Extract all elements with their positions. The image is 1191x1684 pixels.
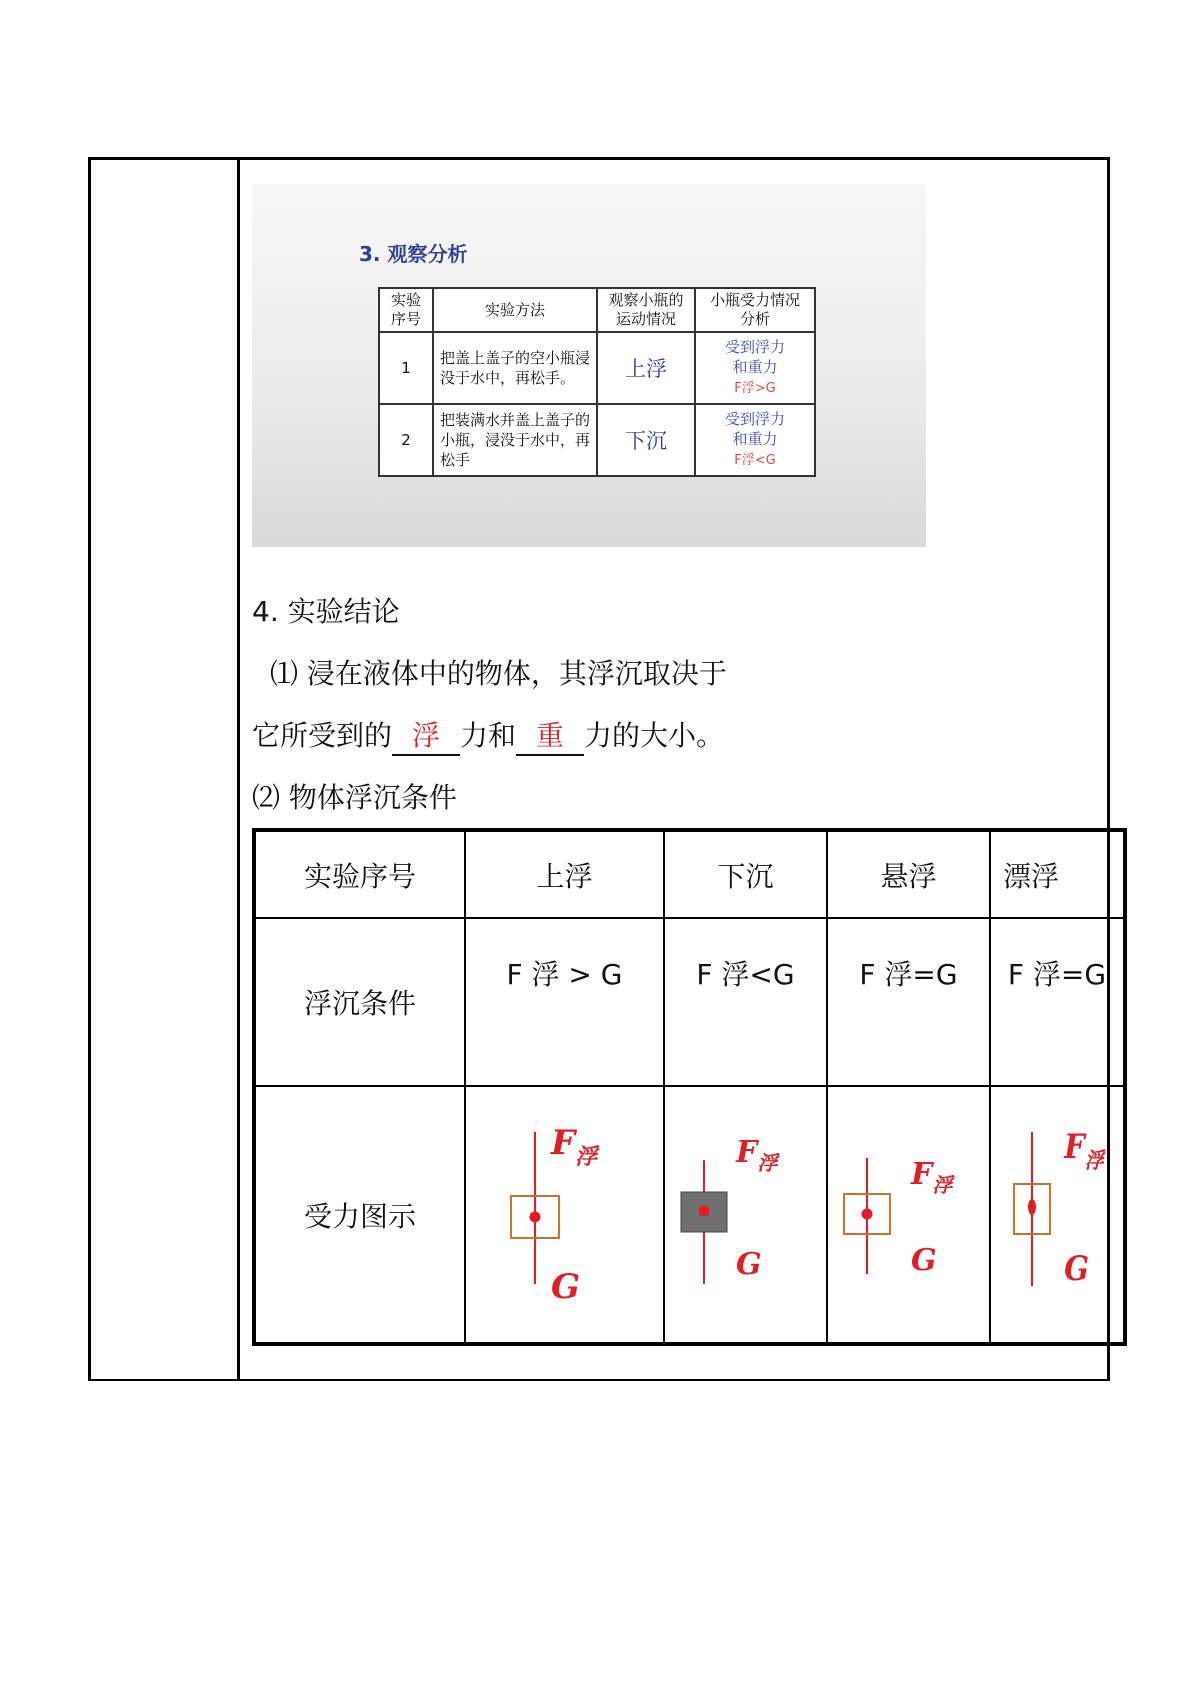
multiline-text: 受到浮力 和重力 (724, 338, 785, 376)
line2-part-a: 它所受到的 (252, 719, 393, 752)
row-inequality: F浮>G (734, 381, 776, 396)
conclusion-line3: ⑵ 物体浮沉条件 (252, 781, 457, 814)
diagram-cell-rising (465, 1086, 664, 1344)
multiline-text: 实验 序号 (390, 291, 421, 328)
force-diagram-sinking (666, 1088, 825, 1334)
header-cell: 悬浮 (827, 830, 990, 918)
diagram-cell-suspended (827, 1086, 990, 1344)
multiline-text: 观察小瓶的 运动情况 (608, 291, 684, 328)
conditions-header-row (254, 830, 1125, 918)
label-buoyancy: $F_浮$ (551, 1123, 598, 1170)
line2-part-b: 力和 (460, 719, 517, 752)
header-cell: 下沉 (664, 830, 827, 918)
row-label: 浮沉条件 (254, 918, 465, 1086)
diagram-cell-sinking (664, 1086, 827, 1344)
row-force (695, 404, 815, 476)
label-gravity: G (736, 1247, 762, 1282)
label-gravity: G (551, 1267, 581, 1307)
conclusion-line1: ⑴ 浸在液体中的物体，其浮沉取决于 (270, 657, 727, 690)
line2-part-c: 力的大小。 (584, 719, 725, 752)
diagram-cell-floating (990, 1086, 1125, 1344)
row-motion: 上浮 (597, 332, 695, 404)
slide-title: 3. 观察分析 (359, 242, 468, 266)
multiline-text: 受到浮力 和重力 (724, 410, 785, 448)
header-cell: 实验方法 (433, 288, 597, 332)
label-buoyancy: $F_浮$ (911, 1157, 953, 1197)
header-cell: 实验序号 (254, 830, 465, 918)
conditions-row (254, 918, 1125, 1086)
row-force (695, 332, 815, 404)
row-number: 2 (379, 404, 433, 476)
header-cell (379, 288, 433, 332)
header-cell: 上浮 (465, 830, 664, 918)
header-cell: 漂浮 (990, 830, 1125, 918)
observation-table (378, 287, 816, 477)
conclusion-heading: 4. 实验结论 (252, 595, 400, 628)
row-method: 把盖上盖子的空小瓶浸没于水中，再松手。 (433, 332, 597, 404)
row-label: 受力图示 (254, 1086, 465, 1344)
condition-cell: F 浮 > G (465, 918, 664, 1086)
label-gravity: G (1063, 1248, 1089, 1289)
row-method: 把装满水并盖上盖子的小瓶，浸没于水中，再松手 (433, 404, 597, 476)
row-inequality: F浮<G (734, 453, 776, 468)
force-diagram-suspended (829, 1088, 988, 1334)
conclusion-line2 (252, 714, 724, 756)
observation-slide (252, 184, 926, 547)
blank-gravity: 重 (516, 714, 584, 756)
observation-row (379, 332, 815, 404)
multiline-text: 小瓶受力情况 分析 (709, 291, 800, 328)
label-buoyancy: $F_浮$ (736, 1135, 778, 1175)
row-number: 1 (379, 332, 433, 404)
row-motion: 下沉 (597, 404, 695, 476)
condition-cell: F 浮=G (827, 918, 990, 1086)
observation-header-row (379, 288, 815, 332)
column-divider (237, 157, 240, 1381)
condition-cell: F 浮=G (990, 918, 1125, 1086)
force-diagram-row (254, 1086, 1125, 1344)
label-gravity: G (911, 1243, 937, 1278)
force-diagram-floating (998, 1088, 1117, 1334)
label-buoyancy: $F_浮$ (1063, 1126, 1104, 1174)
header-cell (597, 288, 695, 332)
conditions-table (252, 828, 1127, 1346)
blank-buoyancy: 浮 (392, 714, 460, 756)
header-cell (695, 288, 815, 332)
condition-cell: F 浮<G (664, 918, 827, 1086)
force-diagram-rising (467, 1088, 662, 1334)
observation-row (379, 404, 815, 476)
